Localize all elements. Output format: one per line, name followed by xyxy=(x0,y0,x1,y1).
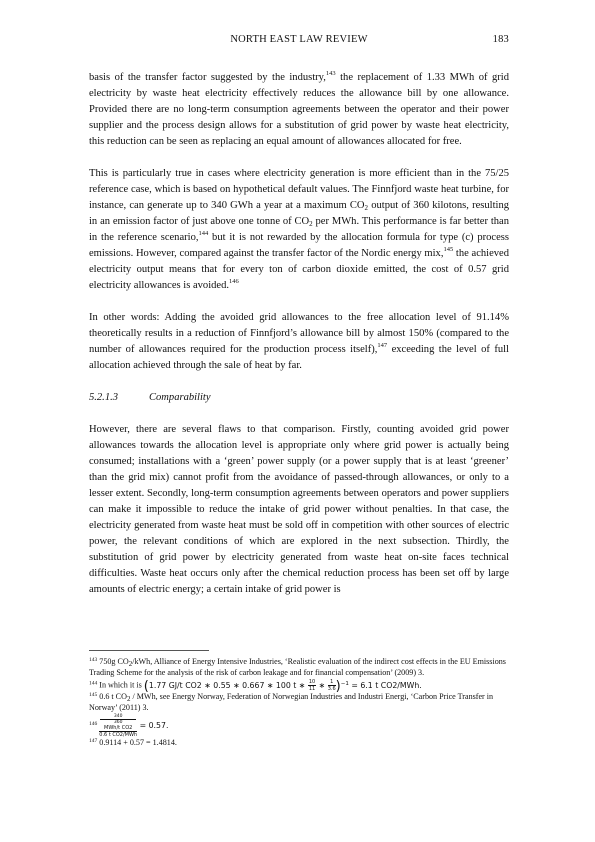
footnote-145 xyxy=(89,692,509,713)
paragraph-4: However, there are several flaws to that comparison. Firstly, counting avoided grid power allowances towards the allocation level is appropriate only where grid power is actually being consumed; installations with a ‘green’ power supply (or a power supply that is at least ‘greener’ than the grid mix) cannot profit from the avoidance of passed-through allowances, or only to a lesser extent. Secondly, long-term consumption agreements between operators and power suppliers can make it impossible to reduce the intake of grid power without penalties. In that case, the electricity generated from waste heat must be sold off in competition with other sources of electric power, the relevant conditions of which are explored in the next subsection. Thirdly, the substitution of grid power by electricity generated from waste heat on-site faces technical difficulties. Waste heat occurs only after the chemical reduction process has been set off by large amounts of electric energy; a certain intake of grid power is xyxy=(89,424,509,595)
text-run: 0.6 t CO xyxy=(97,692,127,701)
subscript: 2 xyxy=(309,220,313,228)
footnotes xyxy=(89,657,509,749)
journal-title: NORTH EAST LAW REVIEW xyxy=(230,34,368,45)
text-run: / MWh, see Energy Norway, Federation of Norwegian Industries and Industri Energi, ‘Carbon Price Transfer in Norway’ (2011) 3. xyxy=(89,692,494,712)
running-header xyxy=(89,34,509,48)
footnote-146 xyxy=(89,714,509,738)
numerator: 340 xyxy=(100,714,136,720)
formula-part: = 6.1 t CO2/MWh. xyxy=(348,680,422,690)
text-run: the replacement of 1.33 MWh of grid electricity by waste heat electricity effectively reduces the allowance bill by one allowance. Provided there are no long-term consumption agreements between the operator and their power supplier and the process design allows for a substitution of grid power by waste heat electricity, this reduction can be seen as replacing an equal amount of allowances allocated for free. xyxy=(89,72,509,147)
unit: MWh/t CO2 xyxy=(104,725,133,731)
fraction xyxy=(99,714,137,738)
text-run: output of 360 kilotons, resulting in an emission factor of just above one tonne of CO xyxy=(89,200,509,227)
fraction xyxy=(328,679,336,692)
denominator: 360 xyxy=(113,720,123,725)
formula xyxy=(143,678,422,694)
footnote-144 xyxy=(89,679,509,692)
section-title: Comparability xyxy=(149,392,211,403)
text-run: per MWh. This performance is far better than in the reference scenario, xyxy=(89,216,509,243)
footnote-ref-144[interactable]: 144 xyxy=(198,230,209,237)
footnote-number: 145 xyxy=(89,692,98,698)
text-run: In other words: Adding the avoided grid allowances to the free allocation level of 91.14% theoretically results in a reduction of Finnfjord’s allowance bill by almost 150% (compared to the number of allowances required for the production process itself), xyxy=(89,312,509,355)
formula-part: ∗ xyxy=(316,680,328,690)
numerator xyxy=(99,714,137,732)
open-paren: ( xyxy=(143,678,149,694)
formula-part: = 0.57. xyxy=(137,720,169,730)
paragraph-1 xyxy=(89,70,509,150)
denominator: 11 xyxy=(308,686,316,692)
paragraph-2 xyxy=(89,166,509,294)
footnote-divider xyxy=(89,650,209,651)
body-text xyxy=(89,70,509,598)
exponent: −1 xyxy=(340,680,349,687)
footnote-ref-147[interactable]: 147 xyxy=(377,342,388,349)
text-run: This is particularly true in cases where electricity generation is more efficient than in the 75/25 reference case, which is based on hypothetical default values. The Finnfjord waste heat turbine, for instance, can generate up to 340 GWh a year at a maximum CO xyxy=(89,168,509,211)
footnote-number: 144 xyxy=(89,680,98,687)
footnote-147 xyxy=(89,738,509,749)
footnote-ref-145[interactable]: 145 xyxy=(443,246,454,253)
text-run: but it is not rewarded by the allocation formula for type (c) process emissions. However, compared against the transfer factor of the Nordic energy mix, xyxy=(89,232,509,259)
fraction xyxy=(308,679,316,692)
subscript: 2 xyxy=(126,695,131,703)
section-heading xyxy=(89,390,509,406)
close-paren: ) xyxy=(335,678,341,694)
fraction xyxy=(100,714,136,725)
page-number: 183 xyxy=(492,34,509,45)
text-run: /kWh, Alliance of Energy Intensive Industries, ‘Realistic evaluation of the indirect cost effects in the EU Emissions Trading Scheme for the analysis of the risk of carbon leakage and for financial compensation’ (2009) 3. xyxy=(89,657,506,677)
denominator: 3.6 xyxy=(327,686,336,692)
text-run: 750g CO xyxy=(97,657,129,666)
footnote-ref-143[interactable]: 143 xyxy=(325,70,336,77)
numerator: 10 xyxy=(308,679,316,685)
text-run: the achieved electricity output means that for every ton of carbon dioxide emitted, the cost of 0.57 grid electricity allowances is avoided. xyxy=(89,248,509,291)
text-run: exceeding the level of full allocation achieved through the sale of heat by far. xyxy=(89,344,509,371)
footnote-number: 147 xyxy=(89,738,98,744)
footnote-143 xyxy=(89,657,509,678)
text-run: 0.9114 + 0.57 = 1.4814. xyxy=(97,738,177,747)
text-run: basis of the transfer factor suggested by the industry, xyxy=(89,72,326,83)
footnote-number: 146 xyxy=(89,720,98,727)
subscript: 2 xyxy=(364,204,369,212)
paragraph-3 xyxy=(89,310,509,374)
section-number: 5.2.1.3 xyxy=(89,392,119,403)
footnote-ref-146[interactable]: 146 xyxy=(228,278,239,285)
text-run: In which it is xyxy=(97,680,144,690)
subscript: 2 xyxy=(128,660,133,668)
footnote-number: 143 xyxy=(89,657,98,663)
denominator: 0.6 t CO2/MWh xyxy=(99,732,138,738)
numerator: 1 xyxy=(328,679,336,686)
formula-part: 1.77 GJ/t CO2 ∗ 0.55 ∗ 0.667 ∗ 100 t ∗ xyxy=(148,680,308,690)
